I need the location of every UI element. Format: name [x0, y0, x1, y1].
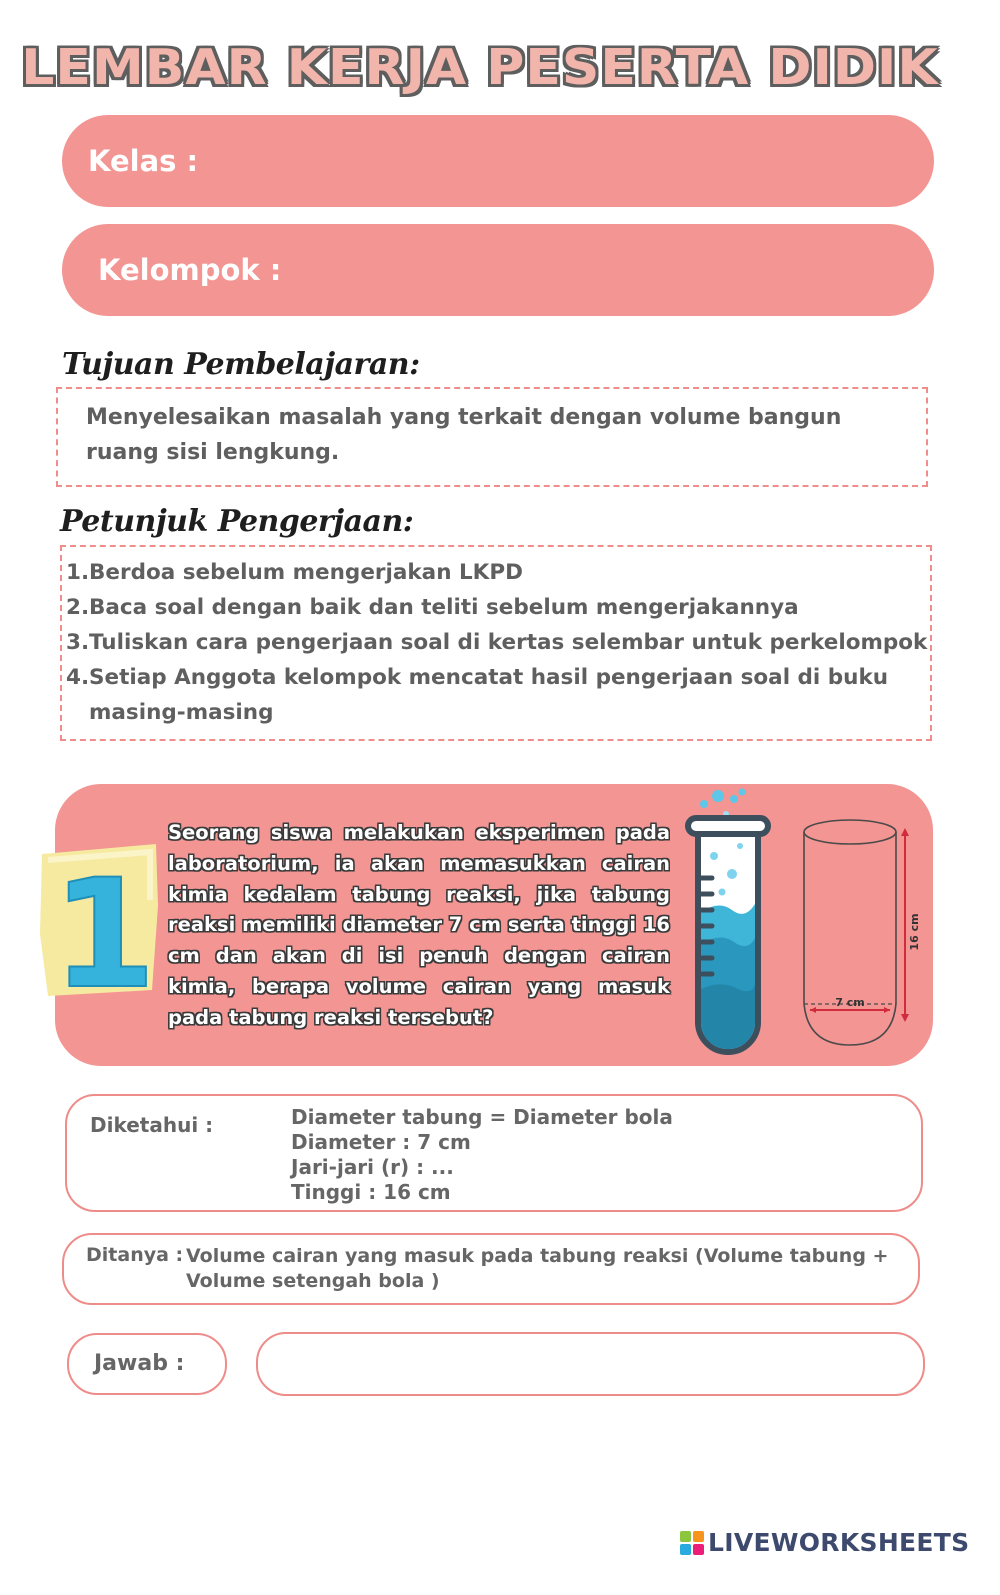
- list-item: Diameter : 7 cm: [291, 1130, 471, 1154]
- jawab-input[interactable]: [256, 1332, 925, 1396]
- list-item: Diameter tabung = Diameter bola: [291, 1105, 673, 1129]
- step-number: 3.: [66, 630, 90, 655]
- cylinder-diagram: [796, 812, 926, 1052]
- ditanya-label: Ditanya :: [86, 1244, 184, 1266]
- list-item: Jari-jari (r) : ...: [291, 1155, 454, 1179]
- list-item: [66, 660, 930, 730]
- brand-name: LIVEWORKSHEETS: [708, 1528, 970, 1557]
- step-text: Setiap Anggota kelompok mencatat hasil pengerjaan soal di buku masing-masing: [89, 665, 889, 725]
- step-text: Tuliskan cara pengerjaan soal di kertas selembar untuk perkelompok: [89, 630, 928, 655]
- problem-number: 1: [51, 848, 157, 1000]
- step-number: 4.: [66, 665, 90, 690]
- liveworksheets-icon: [680, 1531, 704, 1555]
- list-item: [66, 625, 930, 660]
- tujuan-heading: Tujuan Pembelajaran:: [62, 347, 420, 382]
- kelas-label: Kelas :: [88, 144, 199, 178]
- problem-number-badge: [38, 840, 162, 1000]
- jawab-label: Jawab :: [94, 1351, 185, 1376]
- diameter-label: 7 cm: [835, 996, 865, 1009]
- height-label: 16 cm: [908, 913, 921, 951]
- problem-text: Seorang siswa melakukan eksperimen pada laboratorium, ia akan memasukkan cairan kimia kedalam tabung reaksi, jika tabung reaksi memiliki diameter 7 cm serta tinggi 16 cm dan akan di isi penuh dengan cairan kimia, berapa volume cairan yang masuk pada tabung reaksi tersebut?: [168, 821, 670, 1029]
- ditanya-text: Volume cairan yang masuk pada tabung reaksi (Volume tabung + Volume setengah bola ): [186, 1245, 889, 1292]
- kelas-field[interactable]: [62, 115, 934, 207]
- list-item: Tinggi : 16 cm: [291, 1180, 451, 1204]
- test-tube-icon: [684, 784, 776, 1058]
- step-text: Berdoa sebelum mengerjakan LKPD: [89, 560, 523, 585]
- kelompok-label: Kelompok :: [98, 253, 282, 287]
- diketahui-label: Diketahui :: [90, 1113, 214, 1137]
- step-text: Baca soal dengan baik dan teliti sebelum mengerjakannya: [89, 595, 799, 620]
- diketahui-list: [291, 1105, 673, 1205]
- liveworksheets-logo: [680, 1528, 969, 1557]
- tujuan-text: Menyelesaikan masalah yang terkait dengan volume bangun ruang sisi lengkung.: [86, 405, 842, 465]
- list-item: [66, 555, 930, 590]
- kelompok-field[interactable]: [62, 224, 934, 316]
- list-item: [66, 590, 930, 625]
- step-number: 1.: [66, 560, 90, 585]
- step-number: 2.: [66, 595, 90, 620]
- petunjuk-list: [66, 555, 930, 730]
- petunjuk-heading: Petunjuk Pengerjaan:: [60, 504, 414, 539]
- page-title: LEMBAR KERJA PESERTA DIDIK: [21, 39, 939, 97]
